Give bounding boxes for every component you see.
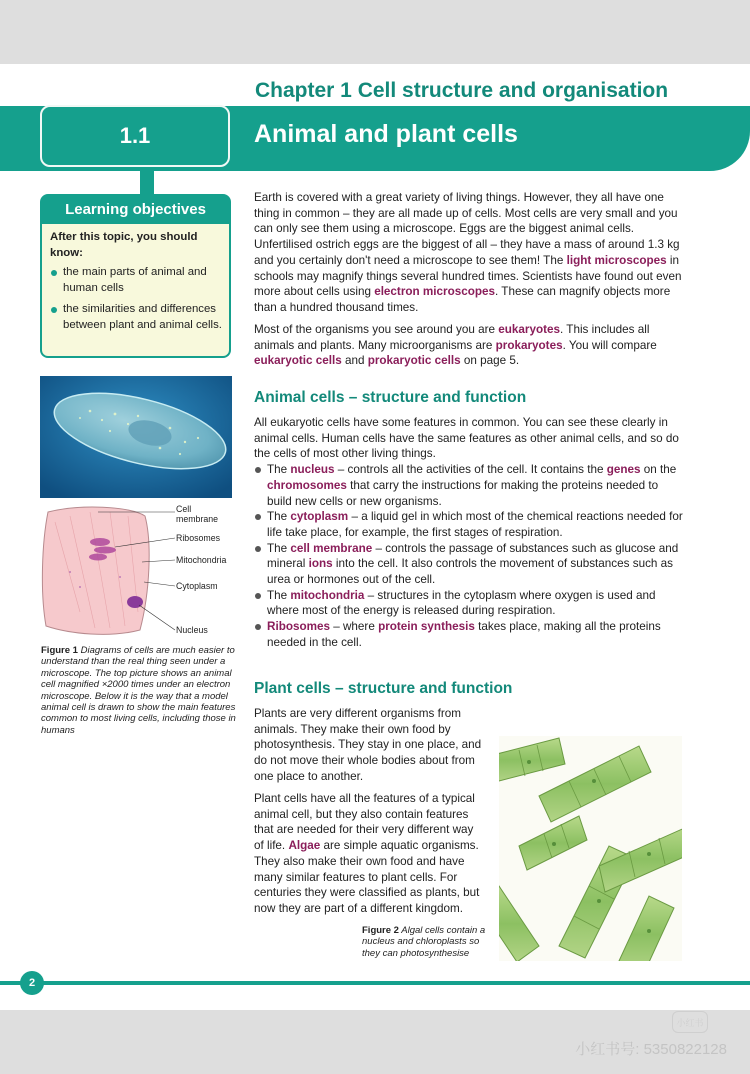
keyword: eukaryotes bbox=[498, 323, 561, 336]
footer-rule bbox=[0, 981, 750, 985]
label-nucleus: Nucleus bbox=[176, 625, 208, 635]
text-run: The bbox=[267, 588, 291, 602]
text-run: – structures in the cytoplasm where oxygen is used and where most of the energy is released during respiration. bbox=[267, 588, 656, 618]
algae-image bbox=[499, 736, 682, 961]
watermark-text: 小红书号: 5350822128 bbox=[575, 1041, 727, 1058]
figure-2-caption-text: Algal cells contain a nucleus and chloroplasts so they can photosynthesise bbox=[362, 925, 486, 959]
animal-cells-heading: Animal cells – structure and function bbox=[254, 389, 527, 406]
text-run: in schools may magnify things several hundred times. Scientists have found out even more about cells using bbox=[254, 253, 682, 299]
text-run: The bbox=[267, 463, 291, 477]
animal-feature-item bbox=[254, 541, 686, 588]
keyword: nucleus bbox=[290, 463, 335, 477]
text-run: that carry the instructions for making the proteins needed to build new cells or new organisms. bbox=[267, 478, 659, 508]
keyword: chromosomes bbox=[267, 478, 347, 492]
algal-cells-photo bbox=[499, 736, 682, 961]
keyword: cytoplasm bbox=[290, 510, 349, 524]
text-run: . This includes all animals and plants. Many microorganisms are bbox=[254, 323, 650, 352]
learning-objective-item: the main parts of animal and human cells bbox=[50, 265, 222, 296]
keyword: mitochondria bbox=[290, 588, 365, 602]
learning-objectives-title: Learning objectives bbox=[40, 194, 231, 224]
keyword: prokaryotic cells bbox=[367, 354, 461, 368]
animal-feature-item bbox=[254, 619, 686, 650]
animal-feature-item bbox=[254, 588, 686, 619]
animal-cell-diagram bbox=[40, 502, 232, 642]
keyword: electron microscopes bbox=[374, 285, 496, 299]
textbook-page bbox=[0, 64, 750, 1010]
label-cytoplasm: Cytoplasm bbox=[176, 581, 218, 591]
animal-feature-item bbox=[254, 462, 686, 509]
figure-1-caption-text: Diagrams of cells are much easier to understand than the real thing seen under a microscope. The top picture shows an animal cell magnified ×2000 times under an electron microscope. Below it is the way that a model animal cell is drawn to show the main features common to most living cells, including those in humans bbox=[41, 645, 236, 736]
chapter-title: Chapter 1 Cell structure and organisation bbox=[255, 79, 669, 102]
section-title: Animal and plant cells bbox=[254, 120, 518, 148]
text-run: on page 5. bbox=[460, 354, 520, 368]
figure-1-label: Figure 1 bbox=[41, 645, 78, 656]
label-cell-membrane: Cell membrane bbox=[176, 504, 219, 524]
keyword: cell membrane bbox=[290, 541, 373, 555]
animal-cell-micrograph bbox=[40, 376, 232, 498]
text-run: and bbox=[341, 354, 368, 368]
plant-cells-heading: Plant cells – structure and function bbox=[254, 680, 513, 697]
learning-objectives-intro: After this topic, you should know: bbox=[50, 231, 198, 259]
label-ribosomes: Ribosomes bbox=[176, 533, 221, 543]
plant-paragraph-1: Plants are very different organisms from animals. They make their own food by photosynthesis. They stay in one place, and do not move their whole bodies about from one place to another. bbox=[254, 707, 482, 783]
label-mitochondria: Mitochondria bbox=[176, 555, 227, 565]
keyword: ions bbox=[308, 557, 333, 571]
text-run: Earth is covered with a great variety of living things. However, they all have one thing in common – they are all made up of cells. Most cells are very small and you can only see them using a microscope. Eggs are the biggest animal cells. Unfertilised ostrich eggs are the biggest of all – they have a mass of around 1.3 kg and you certainly don't need a microscope to see them! The bbox=[254, 191, 680, 267]
keyword: light microscopes bbox=[566, 253, 667, 267]
learning-objective-item: the similarities and differences between plant and animal cells. bbox=[50, 302, 222, 333]
animal-cells-intro: All eukaryotic cells have some features in common. You can see these clearly in animal cells. Human cells have the same features as other animal cells, and so do the cells of most other living things. bbox=[254, 416, 679, 461]
text-run: on the bbox=[640, 463, 677, 477]
section-number: 1.1 bbox=[40, 105, 230, 167]
figure-2-label: Figure 2 bbox=[362, 925, 399, 936]
plant-paragraph-2 bbox=[254, 791, 486, 917]
keyword: Algae bbox=[288, 839, 321, 853]
text-run: takes place, making all the proteins needed in the cell. bbox=[267, 620, 661, 649]
figure-2-caption bbox=[362, 925, 497, 959]
intro-paragraph-2 bbox=[254, 322, 686, 369]
keyword: genes bbox=[606, 463, 641, 477]
animal-cells-section bbox=[254, 415, 686, 651]
keyword: Ribosomes bbox=[267, 620, 330, 634]
text-run: – controls the passage of substances such as glucose and mineral bbox=[267, 541, 679, 571]
text-run: Plant cells have all the features of a typical animal cell, but they also contain features that are needed for their very different way of life. bbox=[254, 792, 475, 853]
learning-objectives-box bbox=[40, 224, 231, 358]
banner-connector bbox=[140, 170, 154, 196]
text-run: – controls all the activities of the cell. It contains the bbox=[334, 463, 607, 477]
keyword: protein synthesis bbox=[378, 620, 475, 634]
text-run: . You will compare bbox=[562, 338, 657, 352]
text-run: – a liquid gel in which most of the chemical reactions needed for life take place, for example, the first stages of respiration. bbox=[267, 510, 683, 539]
text-run: – where bbox=[330, 620, 379, 634]
keyword: eukaryotic cells bbox=[254, 354, 342, 368]
text-run: The bbox=[267, 541, 291, 555]
animal-feature-item bbox=[254, 509, 686, 540]
text-run: are simple aquatic organisms. They also make their own food and have many similar features to plant cells. For centuries they were classified as plants, but now they are part of a different kingdom. bbox=[254, 839, 480, 915]
text-run: into the cell. It also controls the movement of substances such as urea or hormones out of the cell. bbox=[267, 557, 674, 587]
text-run: The bbox=[267, 510, 291, 524]
figure-1-caption bbox=[41, 645, 236, 736]
text-run: Most of the organisms you see around you are bbox=[254, 323, 499, 336]
intro-paragraph-1 bbox=[254, 190, 686, 316]
watermark-logo: 小红书 bbox=[672, 1011, 708, 1033]
page-number: 2 bbox=[20, 971, 44, 995]
keyword: prokaryotes bbox=[495, 338, 563, 352]
micrograph-image bbox=[40, 376, 232, 498]
text-run: . These can magnify objects more than a hundred thousand times. bbox=[254, 285, 671, 314]
